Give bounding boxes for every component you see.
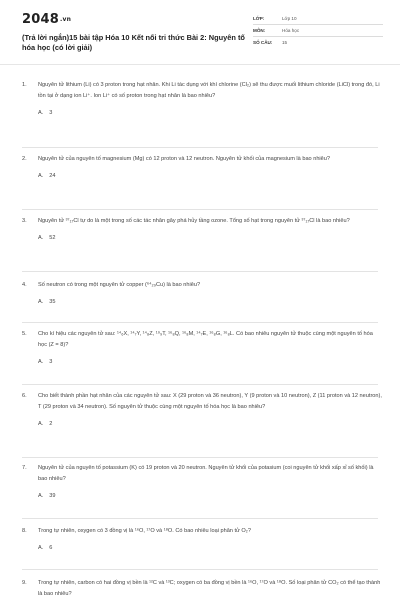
divider xyxy=(22,518,378,519)
answer-value: 2 xyxy=(49,421,53,427)
question-number: 5. xyxy=(22,331,27,337)
meta-label: LỚP: xyxy=(253,16,265,21)
question-text: Nguyên tử của nguyên tố potassium (K) có 19 proton và 20 neutron. Nguyên tử khối của potasium (coi nguyên tử khối xấp xỉ số khối) là bao nhiêu? xyxy=(38,465,374,482)
site-logo[interactable] xyxy=(22,12,71,27)
answer-label: A. xyxy=(38,299,44,305)
meta-row-subject xyxy=(253,25,383,37)
answer xyxy=(38,298,382,306)
question-item xyxy=(22,329,382,366)
question-text: Nguyên tử lithium (Li) có 3 proton trong hạt nhân. Khi Li tác dụng với khí chlorine (Cl₂) sẽ thu được muối lithium chloride (LiCl) trong đó, Li tồn tại ở dạng ion Li⁺. Ion Li⁺ có số proton trong hạt nhân là bao nhiêu? xyxy=(38,82,380,99)
answer-value: 6 xyxy=(49,545,53,551)
meta-label: MÔN: xyxy=(253,28,266,33)
meta-value: Hóa học xyxy=(282,28,300,33)
question-item xyxy=(22,391,382,428)
question-number: 2. xyxy=(22,156,27,162)
page-header xyxy=(0,0,400,65)
question-text: Nguyên tử của nguyên tố magnesium (Mg) có 12 proton và 12 neutron. Nguyên tử khối của magnesium là bao nhiêu? xyxy=(38,156,331,162)
answer-label: A. xyxy=(38,359,44,365)
answer-value: 52 xyxy=(49,235,56,241)
divider xyxy=(22,322,378,323)
question-text: Cho biết thành phần hạt nhân của các nguyên tử sau: X (29 proton và 36 neutron), Y (9 proton và 10 neutron), Z (11 proton và 12 neutron), T (29 proton và 34 neutron). Số nguyên tử thuộc cùng một nguyên tố hóa học là bao nhiêu? xyxy=(38,393,382,410)
divider xyxy=(22,384,378,385)
question-item xyxy=(22,280,382,306)
answer-label: A. xyxy=(38,493,44,499)
question-item xyxy=(22,526,382,552)
page-title: (Trả lời ngắn)15 bài tập Hóa 10 Kết nối tri thức Bài 2: Nguyên tố hóa học (có lời giải) xyxy=(22,33,245,52)
answer xyxy=(38,109,382,117)
question-number: 4. xyxy=(22,282,27,288)
question-number: 3. xyxy=(22,218,27,224)
answer xyxy=(38,544,382,552)
answer-value: 24 xyxy=(49,173,56,179)
question-text: Cho kí hiệu các nguyên tử sau: ¹⁴₆X, ¹⁴₇Y, ¹⁴₈Z, ¹⁹₉T, ¹⁶₈Q, ¹⁶₈M, ¹⁴₇E, ¹⁶₈G, ¹⁶₈L. Có bao nhiêu nguyên tử thuộc cùng một nguyên tố hóa học (Z = 8)? xyxy=(38,331,373,348)
question-item xyxy=(22,154,382,180)
question-text: Trong tự nhiên, oxygen có 3 đồng vị là ¹⁶O, ¹⁷O và ¹⁸O. Có bao nhiêu loại phân tử O₂? xyxy=(38,528,251,534)
answer-label: A. xyxy=(38,173,44,179)
answer-value: 3 xyxy=(49,359,53,365)
divider xyxy=(22,569,378,570)
answer-label: A. xyxy=(38,235,44,241)
divider xyxy=(22,271,378,272)
question-text: Nguyên tử ³⁷₁₇Cl tự do là một trong số các tác nhân gây phá hủy tầng ozone. Tổng số hạt trong nguyên tử ³⁷₁₇Cl là bao nhiêu? xyxy=(38,218,350,224)
answer xyxy=(38,492,382,500)
question-number: 1. xyxy=(22,82,27,88)
question-number: 6. xyxy=(22,393,27,399)
answer-value: 39 xyxy=(49,493,56,499)
answer-label: A. xyxy=(38,545,44,551)
answer xyxy=(38,234,382,242)
answer xyxy=(38,420,382,428)
logo-suffix: .vn xyxy=(59,16,72,23)
meta-value: 15 xyxy=(282,40,288,45)
answer xyxy=(38,358,382,366)
question-text: Trong tự nhiên, carbon có hai đồng vị bền là ¹²C và ¹³C; oxygen có ba đồng vị bền là ¹⁶O, ¹⁷O và ¹⁸O. Số loại phân tử CO₂ có thể tạo thành là bao nhiêu? xyxy=(38,580,381,597)
answer xyxy=(38,172,382,180)
divider xyxy=(22,457,378,458)
question-number: 7. xyxy=(22,465,27,471)
meta-row-class xyxy=(253,13,383,25)
question-number: 9. xyxy=(22,580,27,586)
divider xyxy=(22,147,378,148)
question-text: Số neutron có trong một nguyên tử copper (⁶⁴₂₉Cu) là bao nhiêu? xyxy=(38,282,201,288)
answer-value: 35 xyxy=(49,299,56,305)
question-item xyxy=(22,463,382,500)
answer-value: 3 xyxy=(49,110,53,116)
meta-label: SỐ CÂU: xyxy=(253,40,273,45)
meta-row-count xyxy=(253,37,383,48)
meta-table xyxy=(253,13,383,48)
question-item xyxy=(22,578,382,600)
meta-value: Lớp 10 xyxy=(282,16,297,21)
logo-text: 2048 xyxy=(22,12,59,27)
question-item xyxy=(22,80,382,117)
question-number: 8. xyxy=(22,528,27,534)
answer-label: A. xyxy=(38,421,44,427)
answer-label: A. xyxy=(38,110,44,116)
question-item xyxy=(22,216,382,242)
divider xyxy=(22,209,378,210)
